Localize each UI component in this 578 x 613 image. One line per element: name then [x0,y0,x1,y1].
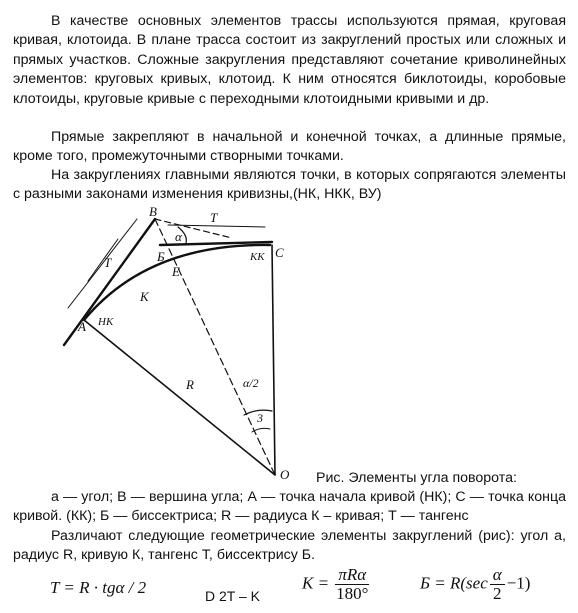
label-center-o: О [280,467,290,482]
label-e: Е [172,264,180,279]
label-kk: КК [250,251,265,263]
turn-angle-diagram [60,205,310,483]
formula-bisector: Б = R(sec $\frac{\alpha}{2}$ −1) [420,565,531,603]
radius-line-ao [84,320,275,475]
label-point-a: А [78,319,86,334]
label-three: 3 [257,411,263,425]
formula-tangent: T = R · tgα / 2 [50,578,147,597]
formula-curve-length: K = $\frac{\text{πRα}}{180^\circ}$ [302,565,369,603]
label-t-left: T [104,255,112,270]
label-curve-k: К [140,289,149,304]
label-nk: НК [98,316,114,328]
label-bisector-b: Б [157,249,165,264]
main-points-paragraph: На закруглениях главными являются точки, в которых сопрягаются элементы с разными законами изменения кривизны,(НК, НКК, ВУ) [13,167,566,203]
figure-caption: Рис. Элементы угла поворота: [316,470,517,486]
formula-d: D 2T – K [205,588,260,604]
dimension-t-top [168,225,265,227]
circular-curve [84,245,270,320]
straights-paragraph: Прямые закрепляют в начальной и конечной точках, а длинные прямые, кроме того, промежуточными створными точками. [13,129,566,165]
label-alpha-half: α/2 [243,376,259,390]
elements-paragraph: Различают следующие геометрические элементы закруглений (рис): угол а, радиус R, кривую К, тангенс Т, биссектрису Б. [13,528,566,564]
tangent-extension [155,219,232,238]
label-t-top: T [210,210,218,225]
legend-paragraph: а — угол; В — вершина угла; А — точка начала кривой (НК); С — точка конца кривой. (КК); Б — биссектриса; R — радиуса К – кривая; Т — тангенс [13,489,566,525]
label-alpha: α [175,229,182,244]
label-point-c: C [275,245,284,260]
intro-paragraph: В качестве основных элементов трассы используются прямая, круговая кривая, клотоида. В плане трасса состоит из закруглений простых или сложных и прямых участков. Сложные закругления представляют сочетание криволинейных элементов: круговых кривых, клотоид. К ним относятся биклотоиды, коробовые клотоиды, круговые кривые с переходными клотоидными кривыми и др. [13,13,566,107]
label-radius-r: R [186,377,194,392]
label-vertex-b: B [149,205,157,219]
dimension-t-left [68,219,137,308]
radius-line-co [272,245,275,475]
